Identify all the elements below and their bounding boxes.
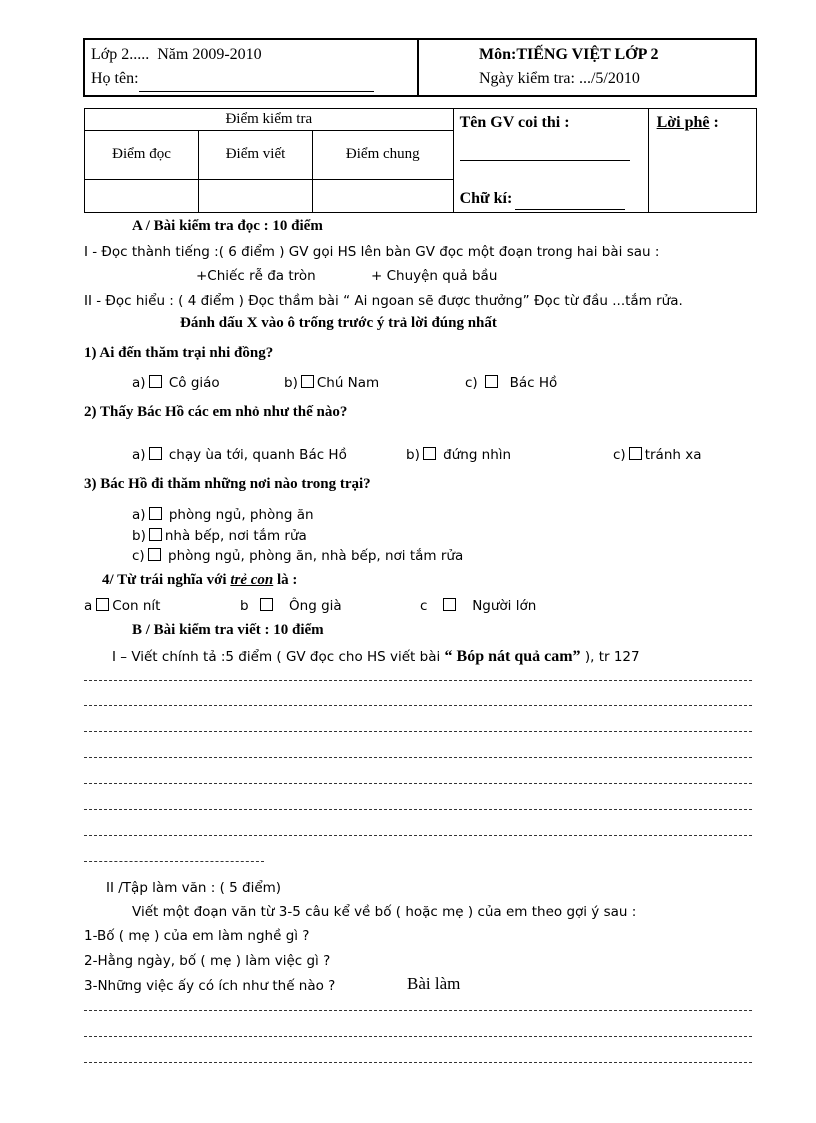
q1-option-a bbox=[132, 375, 220, 391]
option-letter: b bbox=[240, 598, 249, 614]
write-score-header: Điểm viết bbox=[199, 131, 313, 179]
dictation-title: “ Bóp nát quả cam” bbox=[444, 648, 581, 665]
score-table bbox=[84, 108, 757, 213]
write-score-cell[interactable] bbox=[199, 179, 313, 212]
student-info bbox=[84, 39, 418, 96]
writing-line[interactable] bbox=[84, 1010, 752, 1011]
dictation-suffix: ), tr 127 bbox=[580, 649, 640, 665]
hint-1: 1-Bố ( mẹ ) của em làm nghề gì ? bbox=[84, 928, 310, 944]
writing-line[interactable] bbox=[84, 705, 752, 706]
option-text: đứng nhìn bbox=[443, 447, 512, 463]
dictation-item bbox=[112, 648, 640, 666]
option-letter: a) bbox=[132, 375, 146, 391]
exam-header bbox=[83, 38, 757, 97]
writing-line[interactable] bbox=[84, 680, 752, 681]
comment-colon: : bbox=[709, 114, 719, 131]
comment-cell[interactable] bbox=[648, 109, 756, 213]
signature-label: Chữ kí: bbox=[459, 190, 513, 207]
checkbox[interactable] bbox=[96, 598, 109, 611]
part-b-title: B / Bài kiểm tra viết : 10 điểm bbox=[132, 622, 324, 638]
checkbox[interactable] bbox=[149, 528, 162, 541]
checkbox[interactable] bbox=[148, 548, 161, 561]
supervisor-label: Tên GV coi thi : bbox=[459, 114, 570, 131]
checkbox[interactable] bbox=[443, 598, 456, 611]
instruction: Đánh dấu X vào ô trống trước ý trả lời đúng nhất bbox=[180, 315, 497, 331]
checkbox[interactable] bbox=[149, 375, 162, 388]
supervisor-cell bbox=[453, 109, 648, 213]
checkbox[interactable] bbox=[423, 447, 436, 460]
question-3: 3) Bác Hồ đi thăm những nơi nào trong trại? bbox=[84, 476, 371, 492]
writing-line[interactable] bbox=[84, 757, 752, 758]
option-text: tránh xa bbox=[644, 447, 702, 463]
name-field[interactable] bbox=[139, 67, 374, 92]
signature-field[interactable] bbox=[515, 190, 625, 210]
checkbox[interactable] bbox=[485, 375, 498, 388]
option-text: Con nít bbox=[112, 598, 161, 614]
option-letter: c) bbox=[465, 375, 478, 391]
reading-comprehension-item: II - Đọc hiểu : ( 4 điểm ) Đọc thầm bài “ Ai ngoan sẽ được thưởng” Đọc từ đầu ...tắm rửa. bbox=[84, 293, 683, 309]
option-text: phòng ngủ, phòng ăn bbox=[168, 507, 314, 523]
q4-prefix: 4/ Từ trái nghĩa với bbox=[102, 572, 231, 588]
writing-line[interactable] bbox=[84, 1036, 752, 1037]
writing-line[interactable] bbox=[84, 809, 752, 810]
option-letter: a) bbox=[132, 447, 146, 463]
q3-option-c bbox=[132, 548, 463, 564]
hint-3: 3-Những việc ấy có ích như thế nào ? bbox=[84, 978, 336, 994]
option-letter: c bbox=[420, 598, 428, 614]
option-letter: c) bbox=[132, 548, 145, 564]
q2-option-a bbox=[132, 447, 347, 463]
supervisor-name-line[interactable] bbox=[460, 160, 630, 161]
q3-option-a bbox=[132, 507, 314, 523]
option-letter: b) bbox=[406, 447, 420, 463]
checkbox[interactable] bbox=[149, 447, 162, 460]
q4-option-a bbox=[84, 598, 160, 614]
composition-prompt: Viết một đoạn văn từ 3-5 câu kể về bố ( hoặc mẹ ) của em theo gợi ý sau : bbox=[132, 904, 637, 920]
option-letter: a bbox=[84, 598, 93, 614]
score-title: Điểm kiểm tra bbox=[85, 109, 454, 131]
dictation-prefix: I – Viết chính tả :5 điểm ( GV đọc cho HS viết bài bbox=[112, 649, 445, 665]
q1-option-c bbox=[465, 375, 557, 391]
comment-label: Lời phê bbox=[656, 114, 710, 131]
read-score-cell[interactable] bbox=[85, 179, 199, 212]
signature-row bbox=[460, 189, 626, 210]
option-text: chạy ùa tới, quanh Bác Hồ bbox=[168, 447, 347, 463]
checkbox[interactable] bbox=[260, 598, 273, 611]
question-1: 1) Ai đến thăm trại nhi đồng? bbox=[84, 345, 274, 361]
question-2: 2) Thấy Bác Hồ các em nhỏ như thế nào? bbox=[84, 404, 348, 420]
q4-keyword: trẻ con bbox=[230, 572, 274, 588]
total-score-header: Điểm chung bbox=[313, 131, 454, 179]
total-score-cell[interactable] bbox=[313, 179, 454, 212]
q4-suffix: là : bbox=[273, 572, 298, 588]
option-text: Ông già bbox=[289, 598, 342, 614]
checkbox[interactable] bbox=[629, 447, 642, 460]
q2-option-b bbox=[406, 447, 511, 463]
hint-2: 2-Hằng ngày, bố ( mẹ ) làm việc gì ? bbox=[84, 953, 331, 969]
option-text: Cô giáo bbox=[168, 375, 220, 391]
subject-info bbox=[418, 39, 756, 96]
writing-line[interactable] bbox=[84, 1062, 752, 1063]
option-text: Người lớn bbox=[472, 598, 537, 614]
reading-aloud-item: I - Đọc thành tiếng :( 6 điểm ) GV gọi HS lên bàn GV đọc một đoạn trong hai bài sau : bbox=[84, 244, 660, 260]
option-text: Bác Hồ bbox=[509, 375, 558, 391]
q4-option-b bbox=[240, 598, 342, 614]
question-4 bbox=[102, 572, 297, 589]
read-score-header: Điểm đọc bbox=[85, 131, 199, 179]
name-label: Họ tên: bbox=[91, 70, 139, 87]
writing-line[interactable] bbox=[84, 731, 752, 732]
option-text: nhà bếp, nơi tắm rửa bbox=[164, 528, 307, 544]
writing-line[interactable] bbox=[84, 783, 752, 784]
option-text: Chú Nam bbox=[316, 375, 380, 391]
writing-line[interactable] bbox=[84, 861, 264, 862]
q2-option-c bbox=[613, 447, 702, 463]
option-letter: b) bbox=[284, 375, 298, 391]
writing-line[interactable] bbox=[84, 835, 752, 836]
option-letter: a) bbox=[132, 507, 146, 523]
part-a-title: A / Bài kiểm tra đọc : 10 điểm bbox=[132, 218, 323, 234]
q3-option-b bbox=[132, 528, 307, 544]
composition-title: II /Tập làm văn : ( 5 điểm) bbox=[106, 880, 282, 896]
subject-title: Môn:TIẾNG VIỆT LỚP 2 bbox=[479, 46, 659, 63]
checkbox[interactable] bbox=[301, 375, 314, 388]
q4-option-c bbox=[420, 598, 536, 614]
story-2: + Chuyện quả bầu bbox=[371, 268, 498, 284]
story-1: +Chiếc rễ đa tròn bbox=[196, 268, 316, 284]
option-letter: c) bbox=[613, 447, 626, 463]
class-label: Lớp 2..... bbox=[91, 46, 150, 63]
q1-option-b bbox=[284, 375, 379, 391]
checkbox[interactable] bbox=[149, 507, 162, 520]
answer-label: Bài làm bbox=[407, 974, 461, 993]
school-year: Năm 2009-2010 bbox=[157, 46, 262, 63]
option-text: phòng ngủ, phòng ăn, nhà bếp, nơi tắm rửa bbox=[168, 548, 464, 564]
exam-date: Ngày kiểm tra: .../5/2010 bbox=[479, 70, 640, 87]
option-letter: b) bbox=[132, 528, 146, 544]
